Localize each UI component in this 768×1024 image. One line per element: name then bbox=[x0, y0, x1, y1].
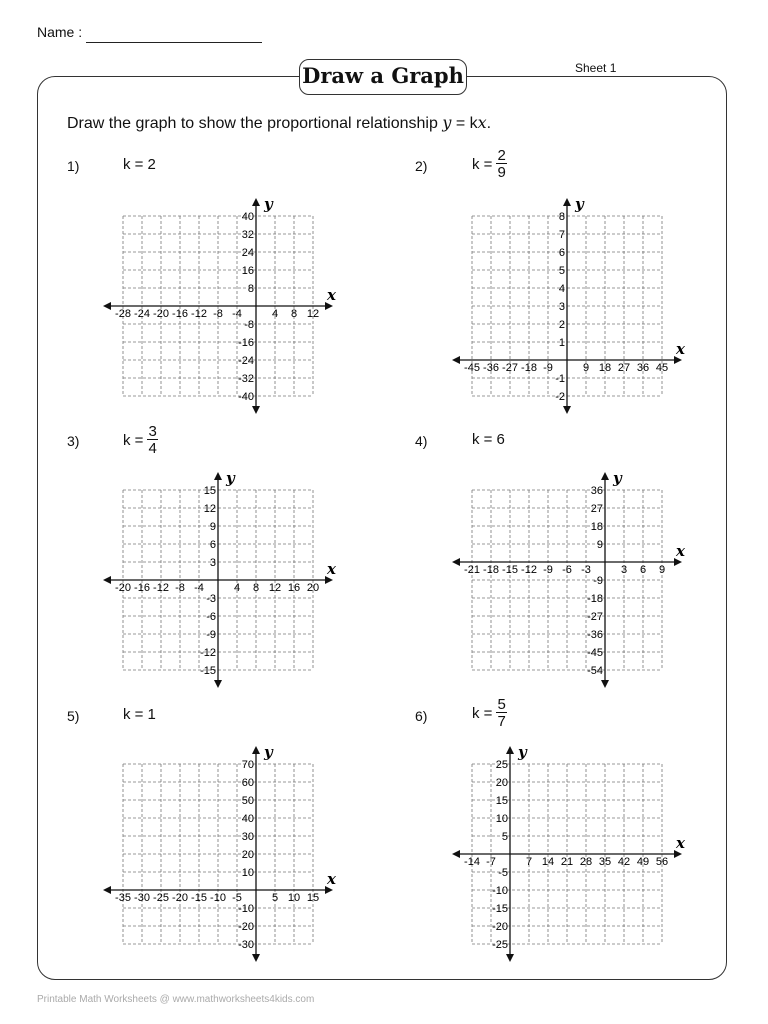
y-axis-name: y bbox=[613, 469, 622, 487]
y-tick-label: -10 bbox=[238, 903, 254, 915]
x-tick-label: -45 bbox=[464, 362, 480, 374]
x-tick-label: 10 bbox=[287, 892, 301, 904]
y-axis-arrow-down bbox=[252, 954, 260, 962]
x-tick-label: 3 bbox=[620, 564, 628, 576]
y-tick-label: 16 bbox=[241, 265, 254, 277]
y-tick-label: -18 bbox=[587, 593, 603, 605]
y-tick-label: -5 bbox=[498, 867, 508, 879]
x-tick-label: 8 bbox=[252, 582, 260, 594]
x-tick-label: -25 bbox=[153, 892, 169, 904]
x-tick-label: -20 bbox=[115, 582, 131, 594]
k-value: 6 bbox=[496, 431, 505, 448]
problem-1-number: 1) bbox=[67, 158, 80, 174]
x-axis-name: x bbox=[676, 834, 685, 852]
x-tick-label: -5 bbox=[232, 892, 242, 904]
y-tick-label: -10 bbox=[492, 885, 508, 897]
x-tick-label: -21 bbox=[464, 564, 480, 576]
x-tick-label: -28 bbox=[115, 308, 131, 320]
y-axis-name: y bbox=[518, 743, 527, 761]
x-axis-name: x bbox=[676, 542, 685, 560]
y-tick-label: -12 bbox=[200, 647, 216, 659]
x-tick-label: -9 bbox=[543, 362, 553, 374]
y-tick-label: 12 bbox=[203, 503, 216, 515]
y-tick-label: 8 bbox=[558, 211, 565, 223]
y-tick-label: -27 bbox=[587, 611, 603, 623]
y-axis-arrow-down bbox=[214, 680, 222, 688]
x-tick-label: 8 bbox=[290, 308, 298, 320]
x-tick-label: -16 bbox=[134, 582, 150, 594]
k-numerator: 2 bbox=[497, 147, 506, 164]
k-numerator: 3 bbox=[148, 423, 157, 440]
y-axis-arrow-up bbox=[214, 472, 222, 480]
y-tick-label: 30 bbox=[241, 831, 254, 843]
y-axis-name: y bbox=[575, 195, 584, 213]
worksheet-title: Draw a Graph bbox=[299, 59, 467, 95]
x-tick-label: 15 bbox=[306, 892, 320, 904]
problem-5-number: 5) bbox=[67, 708, 80, 724]
k-numerator: 5 bbox=[497, 696, 506, 713]
k-prefix: k = bbox=[472, 431, 493, 448]
y-tick-label: 20 bbox=[241, 849, 254, 861]
y-tick-label: 2 bbox=[558, 319, 565, 331]
y-tick-label: -25 bbox=[492, 939, 508, 951]
y-tick-label: 3 bbox=[209, 557, 216, 569]
y-tick-label: -16 bbox=[238, 337, 254, 349]
k-denominator: 7 bbox=[497, 713, 506, 730]
y-tick-label: 40 bbox=[241, 211, 254, 223]
y-axis-arrow-up bbox=[563, 198, 571, 206]
y-axis-arrow-down bbox=[563, 406, 571, 414]
x-tick-label: -9 bbox=[543, 564, 553, 576]
y-tick-label: -54 bbox=[587, 665, 603, 677]
y-tick-label: 18 bbox=[590, 521, 603, 533]
x-tick-label: 9 bbox=[658, 564, 666, 576]
graph-1 bbox=[103, 195, 337, 414]
y-tick-label: -9 bbox=[593, 575, 603, 587]
x-tick-label: -16 bbox=[172, 308, 188, 320]
x-tick-label: 49 bbox=[636, 856, 650, 868]
x-tick-label: 6 bbox=[639, 564, 647, 576]
x-axis-name: x bbox=[327, 560, 336, 578]
x-tick-label: 28 bbox=[579, 856, 593, 868]
y-tick-label: -24 bbox=[238, 355, 254, 367]
y-axis-arrow-up bbox=[601, 472, 609, 480]
k-prefix: k = bbox=[123, 431, 144, 449]
x-tick-label: -12 bbox=[521, 564, 537, 576]
x-tick-label: -20 bbox=[172, 892, 188, 904]
x-tick-label: 18 bbox=[598, 362, 612, 374]
y-tick-label: -6 bbox=[206, 611, 216, 623]
x-tick-label: -6 bbox=[562, 564, 572, 576]
x-tick-label: 4 bbox=[233, 582, 241, 594]
y-tick-label: 9 bbox=[209, 521, 216, 533]
y-tick-label: 25 bbox=[495, 759, 508, 771]
instruction-text: Draw the graph to show the proportional relationship bbox=[67, 115, 438, 132]
x-axis-name: x bbox=[676, 340, 685, 358]
k-prefix: k = bbox=[472, 704, 493, 722]
y-axis-arrow-up bbox=[252, 198, 260, 206]
y-tick-label: 4 bbox=[558, 283, 565, 295]
graph-2 bbox=[452, 195, 686, 414]
x-tick-label: 14 bbox=[541, 856, 555, 868]
x-tick-label: 21 bbox=[560, 856, 574, 868]
y-tick-label: 15 bbox=[203, 485, 216, 497]
graph-5 bbox=[103, 743, 337, 962]
y-tick-label: -2 bbox=[555, 391, 565, 403]
x-axis-arrow-left bbox=[452, 850, 460, 858]
x-tick-label: 12 bbox=[268, 582, 282, 594]
y-tick-label: 60 bbox=[241, 777, 254, 789]
y-tick-label: 5 bbox=[558, 265, 565, 277]
y-axis-arrow-down bbox=[601, 680, 609, 688]
y-tick-label: -36 bbox=[587, 629, 603, 641]
instruction-x: x bbox=[477, 113, 487, 132]
instruction-eq: = k bbox=[451, 115, 478, 132]
y-tick-label: 10 bbox=[241, 867, 254, 879]
y-axis-arrow-down bbox=[252, 406, 260, 414]
graph-6 bbox=[452, 743, 686, 962]
problem-3-number: 3) bbox=[67, 433, 80, 449]
x-axis-arrow-left bbox=[103, 302, 111, 310]
k-prefix: k = bbox=[472, 155, 493, 173]
x-tick-label: 7 bbox=[525, 856, 533, 868]
x-tick-label: -10 bbox=[210, 892, 226, 904]
x-tick-label: 36 bbox=[636, 362, 650, 374]
k-prefix: k = bbox=[123, 156, 144, 173]
k-value: 1 bbox=[147, 706, 156, 723]
x-tick-label: -8 bbox=[213, 308, 223, 320]
graph-3 bbox=[103, 469, 337, 688]
y-tick-label: -15 bbox=[200, 665, 216, 677]
x-axis-arrow-left bbox=[452, 558, 460, 566]
x-tick-label: -20 bbox=[153, 308, 169, 320]
x-tick-label: 20 bbox=[306, 582, 320, 594]
y-axis-name: y bbox=[226, 469, 235, 487]
problem-4-number: 4) bbox=[415, 433, 428, 449]
x-tick-label: -14 bbox=[464, 856, 480, 868]
x-tick-label: -24 bbox=[134, 308, 150, 320]
k-denominator: 4 bbox=[148, 440, 157, 457]
y-tick-label: 3 bbox=[558, 301, 565, 313]
y-tick-label: 36 bbox=[590, 485, 603, 497]
x-tick-label: -8 bbox=[175, 582, 185, 594]
y-tick-label: -1 bbox=[555, 373, 565, 385]
y-axis-arrow-up bbox=[506, 746, 514, 754]
x-tick-label: -35 bbox=[115, 892, 131, 904]
y-tick-label: -45 bbox=[587, 647, 603, 659]
x-axis-arrow-left bbox=[103, 576, 111, 584]
x-tick-label: -3 bbox=[581, 564, 591, 576]
x-axis-arrow-left bbox=[103, 886, 111, 894]
y-tick-label: -8 bbox=[244, 319, 254, 331]
k-prefix: k = bbox=[123, 706, 144, 723]
y-tick-label: 10 bbox=[495, 813, 508, 825]
x-tick-label: -4 bbox=[232, 308, 242, 320]
footer: Printable Math Worksheets @ www.mathworksheets4kids.com bbox=[37, 994, 315, 1005]
problem-6-number: 6) bbox=[415, 708, 428, 724]
x-tick-label: 16 bbox=[287, 582, 301, 594]
y-tick-label: 50 bbox=[241, 795, 254, 807]
x-tick-label: 56 bbox=[655, 856, 669, 868]
x-axis-name: x bbox=[327, 870, 336, 888]
y-tick-label: 6 bbox=[209, 539, 216, 551]
x-tick-label: -18 bbox=[521, 362, 537, 374]
y-tick-label: -15 bbox=[492, 903, 508, 915]
x-tick-label: -18 bbox=[483, 564, 499, 576]
y-tick-label: 32 bbox=[241, 229, 254, 241]
x-tick-label: 35 bbox=[598, 856, 612, 868]
y-tick-label: -32 bbox=[238, 373, 254, 385]
x-tick-label: 9 bbox=[582, 362, 590, 374]
x-tick-label: -4 bbox=[194, 582, 204, 594]
k-denominator: 9 bbox=[497, 164, 506, 181]
x-tick-label: -27 bbox=[502, 362, 518, 374]
y-tick-label: 70 bbox=[241, 759, 254, 771]
y-tick-label: -3 bbox=[206, 593, 216, 605]
y-tick-label: -9 bbox=[206, 629, 216, 641]
instruction-end: . bbox=[486, 115, 492, 132]
y-tick-label: 6 bbox=[558, 247, 565, 259]
k-value: 2 bbox=[147, 156, 156, 173]
x-axis-arrow-left bbox=[452, 356, 460, 364]
y-tick-label: -20 bbox=[492, 921, 508, 933]
x-tick-label: -36 bbox=[483, 362, 499, 374]
y-tick-label: 8 bbox=[247, 283, 254, 295]
y-tick-label: -20 bbox=[238, 921, 254, 933]
y-axis-arrow-up bbox=[252, 746, 260, 754]
sheet-label: Sheet 1 bbox=[575, 61, 617, 75]
x-tick-label: -30 bbox=[134, 892, 150, 904]
x-tick-label: -12 bbox=[191, 308, 207, 320]
x-tick-label: -15 bbox=[191, 892, 207, 904]
y-tick-label: -40 bbox=[238, 391, 254, 403]
name-label: Name : bbox=[37, 24, 83, 40]
y-tick-label: 27 bbox=[590, 503, 603, 515]
x-tick-label: -7 bbox=[486, 856, 496, 868]
y-axis-name: y bbox=[264, 743, 273, 761]
problem-2-number: 2) bbox=[415, 158, 428, 174]
y-tick-label: 7 bbox=[558, 229, 565, 241]
y-tick-label: -30 bbox=[238, 939, 254, 951]
x-tick-label: -12 bbox=[153, 582, 169, 594]
y-tick-label: 9 bbox=[596, 539, 603, 551]
x-tick-label: 45 bbox=[655, 362, 669, 374]
y-tick-label: 20 bbox=[495, 777, 508, 789]
graph-4 bbox=[452, 469, 686, 688]
instruction-y: y bbox=[442, 113, 452, 132]
y-tick-label: 40 bbox=[241, 813, 254, 825]
x-tick-label: 42 bbox=[617, 856, 631, 868]
y-tick-label: 1 bbox=[558, 337, 565, 349]
x-tick-label: 12 bbox=[306, 308, 320, 320]
x-axis-name: x bbox=[327, 286, 336, 304]
x-tick-label: 27 bbox=[617, 362, 631, 374]
x-tick-label: -15 bbox=[502, 564, 518, 576]
y-tick-label: 24 bbox=[241, 247, 254, 259]
y-axis-name: y bbox=[264, 195, 273, 213]
x-tick-label: 5 bbox=[271, 892, 279, 904]
y-tick-label: 15 bbox=[495, 795, 508, 807]
y-axis-arrow-down bbox=[506, 954, 514, 962]
y-tick-label: 5 bbox=[501, 831, 508, 843]
x-tick-label: 4 bbox=[271, 308, 279, 320]
